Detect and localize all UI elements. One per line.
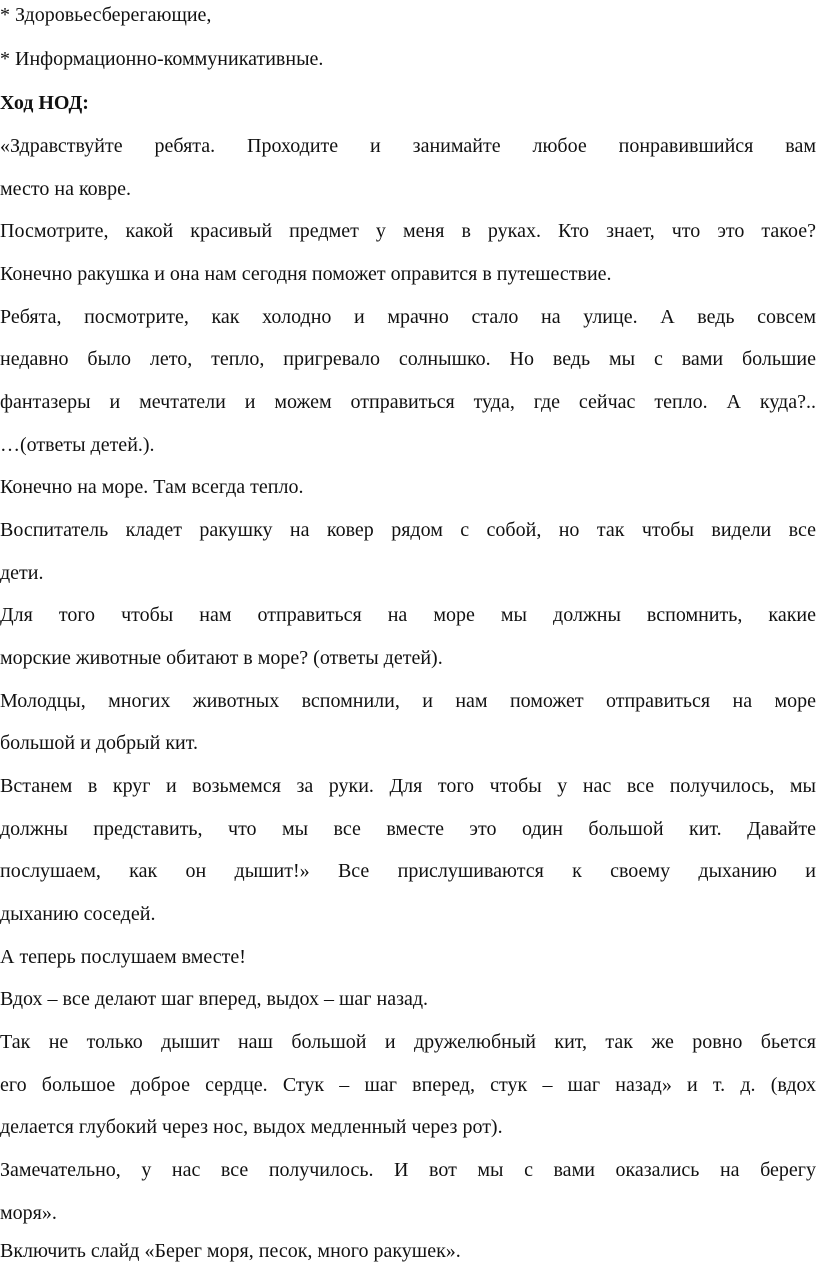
text-line: Вдох – все делают шаг вперед, выдох – шаг назад.: [0, 988, 429, 1010]
text-line: дети.: [0, 562, 44, 584]
text-line: его большое доброе сердце. Стук – шаг вперед, стук – шаг назад» и т. д. (вдох: [0, 1074, 816, 1096]
text-line: А теперь послушаем вместе!: [0, 946, 246, 968]
section-heading: Ход НОД:: [0, 92, 89, 114]
text-line: большой и добрый кит.: [0, 732, 198, 754]
text-line: Посмотрите, какой красивый предмет у меня в руках. Кто знает, что это такое?: [0, 220, 816, 242]
text-line: недавно было лето, тепло, пригревало солнышко. Но ведь мы с вами большие: [0, 348, 816, 370]
text-line: морские животные обитают в море? (ответы детей).: [0, 647, 443, 669]
list-item-ict: * Информационно-коммуникативные.: [0, 48, 324, 70]
text-line: место на ковре.: [0, 178, 131, 200]
list-item-health-saving: * Здоровьесберегающие,: [0, 4, 212, 26]
text-line: Ребята, посмотрите, как холодно и мрачно стало на улице. А ведь совсем: [0, 306, 816, 328]
text-line: Встанем в круг и возьмемся за руки. Для того чтобы у нас все получилось, мы: [0, 775, 816, 797]
text-line: Для того чтобы нам отправиться на море мы должны вспомнить, какие: [0, 604, 816, 626]
text-line: Молодцы, многих животных вспомнили, и нам поможет отправиться на море: [0, 690, 816, 712]
text-line: фантазеры и мечтатели и можем отправиться туда, где сейчас тепло. А куда?..: [0, 391, 816, 413]
text-line: «Здравствуйте ребята. Проходите и занимайте любое понравившийся вам: [0, 135, 816, 157]
text-line: дыханию соседей.: [0, 903, 156, 925]
text-line: Конечно на море. Там всегда тепло.: [0, 476, 304, 498]
text-line: Конечно ракушка и она нам сегодня поможет оправится в путешествие.: [0, 263, 612, 285]
text-line: Включить слайд «Берег моря, песок, много ракушек».: [0, 1240, 461, 1262]
text-line: должны представить, что мы все вместе это один большой кит. Давайте: [0, 818, 816, 840]
text-line: …(ответы детей.).: [0, 434, 155, 456]
text-line: послушаем, как он дышит!» Все прислушиваются к своему дыханию и: [0, 860, 816, 882]
text-line: делается глубокий через нос, выдох медленный через рот).: [0, 1116, 503, 1138]
text-line: моря».: [0, 1202, 57, 1224]
text-line: Так не только дышит наш большой и дружелюбный кит, так же ровно бьется: [0, 1031, 816, 1053]
text-line: Воспитатель кладет ракушку на ковер рядом с собой, но так чтобы видели все: [0, 519, 816, 541]
text-line: Замечательно, у нас все получилось. И вот мы с вами оказались на берегу: [0, 1159, 816, 1181]
